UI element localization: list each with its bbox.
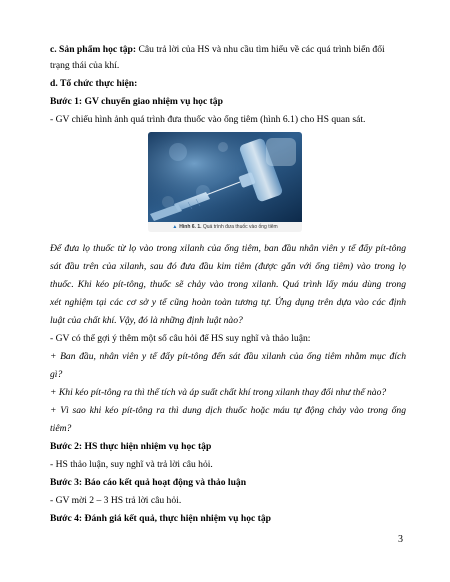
triangle-marker-icon: ▲ bbox=[172, 224, 178, 230]
question-2: + Khi kéo pít-tông ra thì thể tích và áp suất chất khí trong xilanh thay đổi như thế nào? bbox=[50, 387, 387, 398]
product-label: c. Sản phẩm học tập: bbox=[50, 44, 137, 55]
step-2-heading: Bước 2: HS thực hiện nhiệm vụ học tập bbox=[50, 441, 212, 452]
product-line bbox=[50, 43, 406, 56]
paragraph-line-3: thuốc. Khi kéo pít-tông, thuốc sẽ chảy vào trong xilanh. Quá trình lấy máu dùng trong bbox=[50, 279, 406, 290]
step-3-text: - GV mời 2 – 3 HS trả lời câu hỏi. bbox=[50, 495, 182, 506]
syringe-figure bbox=[148, 132, 302, 232]
question-1-line-1: + Ban đầu, nhân viên y tế đẩy pít-tông đến sát đầu xilanh của ống tiêm nhằm mục đích bbox=[50, 351, 406, 362]
question-3-line-1: + Vì sao khi kéo pít-tông ra thì dung dịch thuốc hoặc máu tự động chảy vào trong ống bbox=[50, 405, 406, 416]
paragraph-line-1: Để đưa lọ thuốc từ lọ vào trong xilanh của ống tiêm, ban đầu nhân viên y tế đẩy pít-tông bbox=[50, 243, 406, 254]
suggestion-intro: - GV có thể gợi ý thêm một số câu hỏi để HS suy nghĩ và thảo luận: bbox=[50, 333, 311, 344]
product-text: Câu trả lời của HS và nhu cầu tìm hiểu về các quá trình biến đổi bbox=[136, 44, 385, 55]
paragraph-line-4: xét nghiệm tại các cơ sở y tế cũng hoàn toàn tương tự. Ứng dụng trên dựa vào các định bbox=[50, 297, 406, 308]
section-heading-d: d. Tổ chức thực hiện: bbox=[50, 78, 138, 89]
caption-text: Quá trình đưa thuốc vào ống tiêm bbox=[201, 224, 278, 230]
syringe-photo bbox=[148, 132, 302, 222]
caption-label: Hình 6. 1. bbox=[179, 224, 202, 230]
question-3-line-2: tiêm? bbox=[50, 423, 72, 434]
figure-caption bbox=[148, 222, 302, 232]
step-1-heading: Bước 1: GV chuyển giao nhiệm vụ học tập bbox=[50, 96, 223, 107]
page-number: 3 bbox=[398, 534, 403, 545]
step-2-text: - HS thảo luận, suy nghĩ và trả lời câu hỏi. bbox=[50, 459, 213, 470]
step-3-heading: Bước 3: Báo cáo kết quả hoạt động và thảo luận bbox=[50, 477, 247, 488]
step-4-heading: Bước 4: Đánh giá kết quả, thực hiện nhiệm vụ học tập bbox=[50, 513, 271, 524]
paragraph-line-5: luật của chất khí. Vậy, đó là những định luật nào? bbox=[50, 315, 243, 326]
product-line-2: trạng thái của khí. bbox=[50, 60, 120, 71]
paragraph-line-2: sát đầu trên của xilanh, sau đó đưa đầu kim tiêm (được gắn với ống tiêm) vào trong lọ bbox=[50, 261, 406, 272]
step-1-instruction: - GV chiếu hình ảnh quá trình đưa thuốc vào ống tiêm (hình 6.1) cho HS quan sát. bbox=[50, 114, 366, 125]
question-1-line-2: gì? bbox=[50, 369, 63, 380]
